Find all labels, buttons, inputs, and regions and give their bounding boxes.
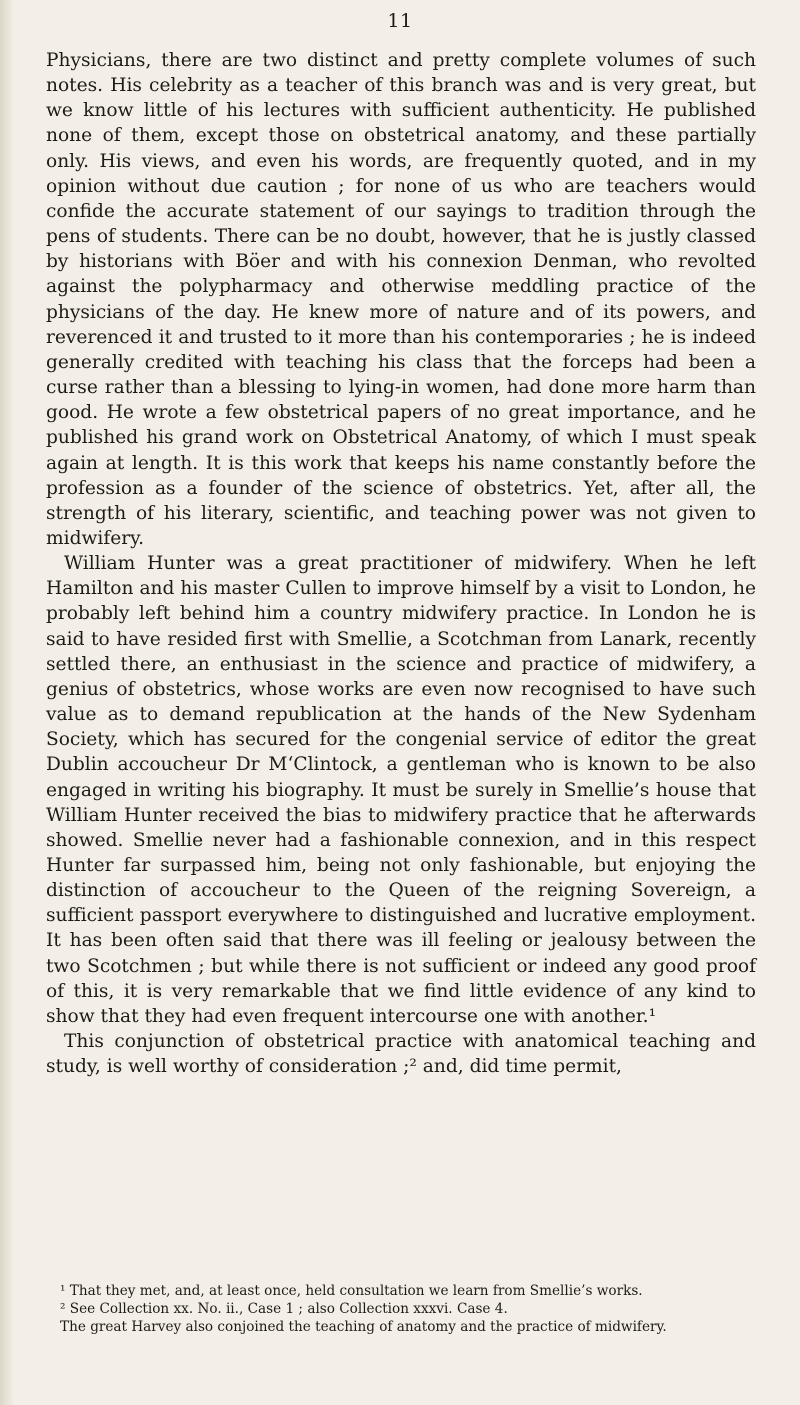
body-text <box>46 48 756 1079</box>
footnote-2: ² See Collection xx. No. ii., Case 1 ; also Collection xxxvi. Case 4. <box>60 1301 508 1317</box>
page-margin-shadow <box>0 0 14 1405</box>
footnotes <box>46 1282 756 1336</box>
footnote-3: The great Harvey also conjoined the teaching of anatomy and the practice of midwifery. <box>60 1319 667 1335</box>
paragraph-1: Physicians, there are two distinct and pretty complete volumes of such notes. His celebrity as a teacher of this branch was and is very great, but we know little of his lectures with sufficient authenticity. He published none of them, except those on obstetrical anatomy, and these partially only. His views, and even his words, are frequently quoted, and in my opinion without due caution ; for none of us who are teachers would confide the accurate statement of our sayings to tradition through the pens of students. There can be no doubt, however, that he is justly classed by historians with Böer and with his connexion Denman, who revolted against the polypharmacy and otherwise meddling practice of the physicians of the day. He knew more of nature and of its powers, and reverenced it and trusted to it more than his contemporaries ; he is indeed generally credited with teaching his class that the forceps had been a curse rather than a blessing to lying-in women, had done more harm than good. He wrote a few obstetrical papers of no great importance, and he published his grand work on Obstetrical Anatomy, of which I must speak again at length. It is this work that keeps his name constantly before the profession as a founder of the science of obstetrics. Yet, after all, the strength of his literary, scientific, and teaching power was not given to midwifery. <box>46 50 756 549</box>
page-number: 11 <box>387 10 413 32</box>
footnote-1: ¹ That they met, and, at least once, held consultation we learn from Smellie’s works. <box>60 1283 643 1299</box>
paragraph-2: William Hunter was a great practitioner of midwifery. When he left Hamilton and his master Cullen to improve himself by a visit to London, he probably left behind him a country midwifery practice. In London he is said to have resided first with Smellie, a Scotchman from Lanark, recently settled there, an enthusiast in the science and practice of midwifery, a genius of obstetrics, whose works are even now recognised to have such value as to demand republication at the hands of the New Sydenham Society, which has secured for the congenial service of editor the great Dublin accoucheur Dr M‘Clintock, a gentleman who is known to be also engaged in writing his biography. It must be surely in Smellie’s house that William Hunter received the bias to midwifery practice that he afterwards showed. Smellie never had a fashionable connexion, and in this respect Hunter far surpassed him, being not only fashionable, but enjoying the distinction of accoucheur to the Queen of the reigning Sovereign, a sufficient passport everywhere to distinguished and lucrative employment. It has been often said that there was ill feeling or jealousy between the two Scotchmen ; but while there is not sufficient or indeed any good proof of this, it is very remarkable that we find little evidence of any kind to show that they had even frequent intercourse one with another.¹ <box>46 553 756 1027</box>
paragraph-3: This conjunction of obstetrical practice with anatomical teaching and study, is well worthy of consideration ;² and, did time permit, <box>46 1031 756 1078</box>
